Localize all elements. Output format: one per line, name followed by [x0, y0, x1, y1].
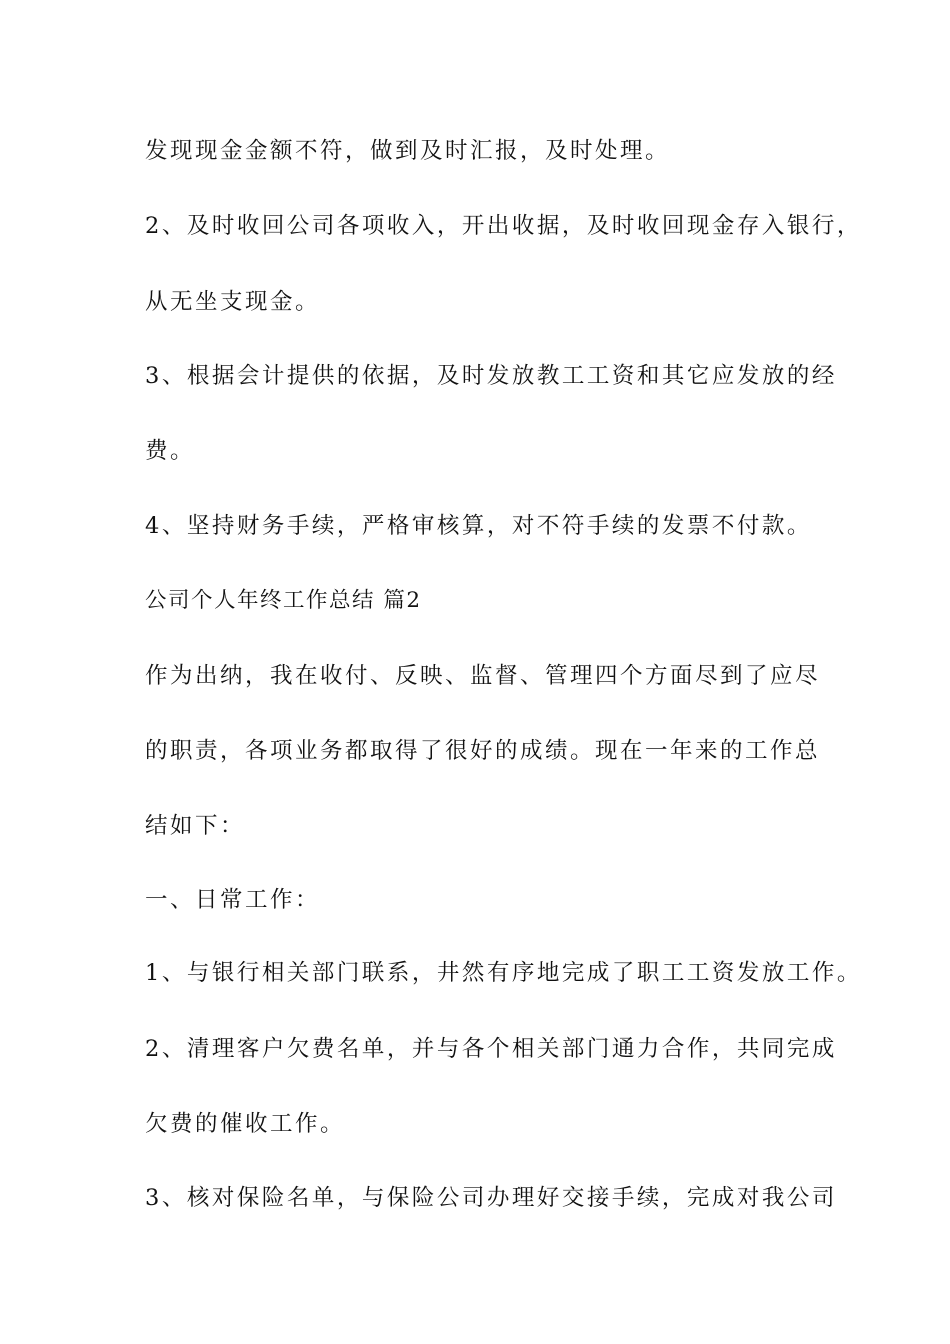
- text-line: 2、清理客户欠费名单，并与各个相关部门通力合作，共同完成: [145, 1036, 837, 1062]
- text-line: 4、坚持财务手续，严格审核算，对不符手续的发票不付款。: [145, 513, 812, 539]
- text-line: 欠费的催收工作。: [145, 1111, 346, 1137]
- text-line: 3、根据会计提供的依据，及时发放教工工资和其它应发放的经: [145, 363, 837, 389]
- text-line: 发现现金金额不符，做到及时汇报，及时处理。: [145, 138, 671, 164]
- section-heading: 公司个人年终工作总结 篇2: [145, 588, 422, 613]
- text-line: 一、日常工作：: [145, 887, 321, 913]
- text-line: 结如下：: [145, 813, 246, 839]
- text-line: 的职责，各项业务都取得了很好的成绩。现在一年来的工作总: [145, 738, 821, 764]
- text-line: 作为出纳，我在收付、反映、监督、管理四个方面尽到了应尽: [145, 663, 821, 689]
- text-line: 1、与银行相关部门联系，井然有序地完成了职工工资发放工作。: [145, 960, 862, 986]
- text-line: 费。: [145, 438, 196, 464]
- text-line: 从无坐支现金。: [145, 289, 321, 315]
- text-line: 2、及时收回公司各项收入，开出收据，及时收回现金存入银行，: [145, 213, 862, 239]
- text-line: 3、核对保险名单，与保险公司办理好交接手续，完成对我公司: [145, 1185, 837, 1211]
